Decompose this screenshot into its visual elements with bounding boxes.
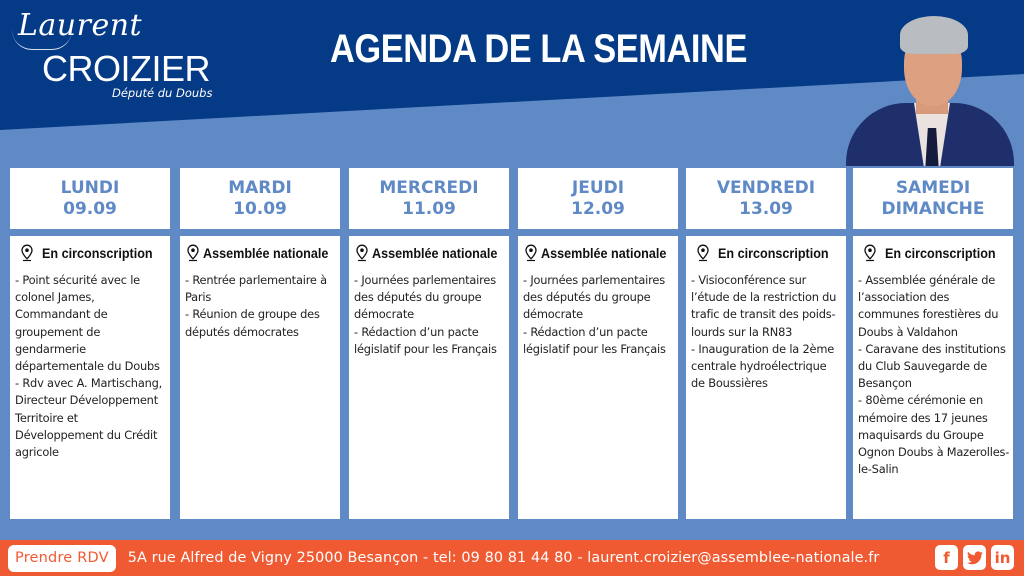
event-item: - Rentrée parlementaire à Paris [185,273,327,305]
day-header [10,168,170,229]
day-date: DIMANCHE [881,198,985,219]
social-links [935,545,1014,570]
location-label [186,243,336,263]
map-pin-icon [355,244,369,262]
logo-last-name: CROIZIER [42,48,211,89]
event-item: - Réunion de groupe des députés démocrates [185,307,320,339]
day-name: JEUDI [571,177,625,198]
day-date: 13.09 [739,198,793,219]
map-pin-icon [186,244,200,262]
map-pin-icon [696,244,710,262]
location-text: En circonscription [718,245,829,261]
map-pin-icon [524,244,538,262]
day-agenda [518,236,678,519]
day-column [518,168,678,356]
event-item: - Journées parlementaires des députés du groupe démocrate [354,273,496,322]
day-name: VENDREDI [716,177,816,198]
day-agenda [686,236,846,519]
day-header [853,168,1013,229]
event-item: - Journées parlementaires des députés du groupe démocrate [523,273,665,322]
linkedin-icon[interactable]: in [991,545,1014,570]
logo [12,8,222,103]
day-date: 09.09 [63,198,117,219]
location-text: Assemblée nationale [372,245,498,261]
day-header [349,168,509,229]
day-column [686,168,846,391]
day-name: MARDI [228,177,292,198]
day-name: MERCREDI [379,177,479,198]
day-column [349,168,509,356]
event-item: - Rédaction d’un pacte législatif pour les Français [354,324,497,356]
day-name: SAMEDI [895,177,971,198]
event-list [523,272,675,358]
event-item: - Assemblée générale de l’association des communes forestières du Doubs à Valdahon [858,273,999,339]
portrait-photo [842,8,1014,166]
twitter-icon[interactable] [963,545,986,570]
day-date: 12.09 [571,198,625,219]
day-column [10,168,170,460]
day-date: 10.09 [233,198,287,219]
location-label [355,243,505,263]
day-agenda [349,236,509,519]
logo-first-name: Laurent [18,8,143,43]
map-pin-icon [20,244,34,262]
day-date: 11.09 [402,198,456,219]
contact-info: 5A rue Alfred de Vigny 25000 Besançon - tel: 09 80 81 44 80 - laurent.croizier@assemblee-nationale.fr [127,550,880,566]
footer-bar [0,540,1024,576]
event-item: - Rédaction d’un pacte législatif pour les Français [523,324,666,356]
day-header [518,168,678,229]
map-pin-icon [863,244,877,262]
event-item: - Rdv avec A. Martischang, Directeur Développement Territoire et Développement du Crédit agricole [15,376,163,460]
event-list [15,272,167,461]
event-item: - Caravane des institutions du Club Sauvegarde de Besançon [858,341,1006,391]
location-label [696,243,842,263]
event-item: - 80ème cérémonie en mémoire des 17 jeunes maquisards du Groupe Ognon Doubs à Mazerolles-le-Salin [858,393,1010,477]
event-item: - Visioconférence sur l’étude de la restriction du trafic de transit des poids-lourds sur la RN83 [691,273,837,339]
day-header [180,168,340,229]
location-label [20,243,166,263]
location-text: Assemblée nationale [541,245,667,261]
day-column [853,168,1013,477]
location-text: En circonscription [885,245,996,261]
event-list [691,272,843,392]
location-text: En circonscription [42,245,153,261]
day-header [686,168,846,229]
page-title: AGENDA DE LA SEMAINE [330,27,747,71]
day-agenda [180,236,340,519]
day-name: LUNDI [60,177,120,198]
event-list [354,272,506,358]
day-agenda [10,236,170,519]
location-text: Assemblée nationale [203,245,329,261]
event-list [185,272,337,341]
facebook-icon[interactable]: f [935,545,958,570]
logo-role: Député du Doubs [112,86,213,100]
location-label [524,243,674,263]
location-label [863,243,1009,263]
event-item: - Point sécurité avec le colonel James, Commandant de groupement de gendarmerie départementale du Doubs [15,273,160,374]
day-agenda [853,236,1013,519]
event-list [858,272,1010,478]
day-column [180,168,340,339]
event-item: - Inauguration de la 2ème centrale hydroélectrique de Boussières [691,341,835,391]
prendre-rdv-button[interactable]: Prendre RDV [8,545,116,572]
